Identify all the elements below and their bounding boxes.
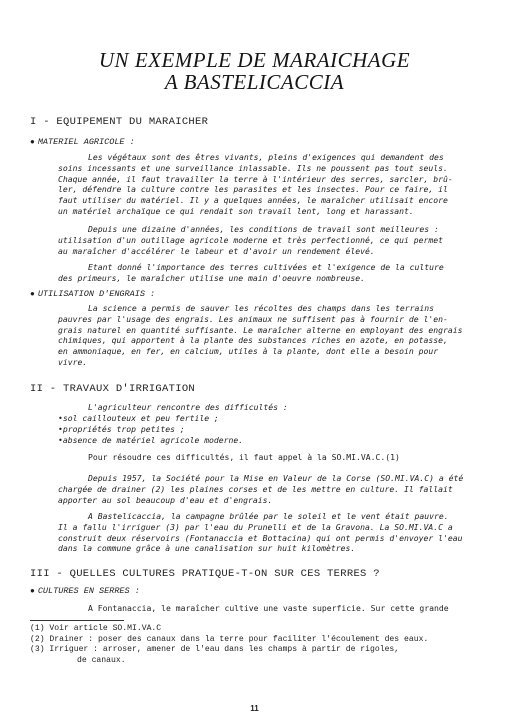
section-1-subheading-materiel	[30, 138, 135, 147]
text-line: La science a permis de sauver les récoltes des champs dans les terrains	[88, 303, 434, 313]
paragraph-materiel-3	[58, 262, 460, 284]
difficulties-list	[58, 413, 243, 445]
text-line: construit deux réservoirs (Fontanaccia et Bottacina) qui ont permis d'envoyer l'eau	[58, 532, 463, 543]
footnote-divider	[30, 620, 124, 621]
paragraph-materiel-1	[58, 152, 460, 217]
text-line: utilisation d'un outillage agricole moderne et très perfectionné, ce qui permet	[58, 234, 443, 245]
text-line: grais naturel en quantité suffisante. Le maraîcher alterne en employant des engrais	[58, 324, 463, 335]
text-line: en ammoniaque, en fer, en calcium, utiles à la plante, dont elle a besoin pour	[58, 346, 439, 357]
subheading-label: MATERIEL AGRICOLE :	[37, 137, 135, 147]
page-number: 11	[250, 704, 259, 713]
paragraph-fontanaccia	[58, 603, 460, 614]
list-item	[58, 424, 243, 435]
text-line: des primeurs, le maraîcher utilise une main d'oeuvre nombreuse.	[58, 272, 365, 283]
text-line: soins incessants et une surveillance inlassable. Ils ne poussent pas tout seuls.	[58, 162, 448, 173]
paragraph-irrigation-intro	[58, 402, 460, 413]
text-line: ler, défendre la culture contre les parasites et les insectes. Pour ce faire, il	[58, 184, 448, 195]
bullet-icon: •	[58, 434, 63, 445]
text-line: Depuis 1957, la Société pour la Mise en Valeur de la Corse (SO.MI.VA.C) a été	[88, 473, 464, 483]
bullet-icon: •	[58, 413, 63, 423]
text-line: un matériel archaïque ce qui rendait son travail lent, long et harassant.	[58, 205, 414, 216]
text-line: A Fontanaccia, le maraîcher cultive une vaste superficie. Sur cette grande	[88, 603, 449, 613]
bullet-icon: ●	[30, 138, 35, 147]
text-line: vivre.	[58, 356, 88, 367]
text-line: pauvres par l'usage des engrais. Les animaux ne suffisent pas à fournir de l'en-	[58, 313, 448, 324]
text-line: Les végétaux sont des êtres vivants, pleins d'exigences qui demandent des	[88, 152, 444, 162]
section-1-subheading-engrais	[30, 290, 155, 299]
text-line: L'agriculteur rencontre des difficultés :	[88, 402, 288, 412]
footnote-3: (3) Irriguer : arroser, amener de l'eau dans les champs à partir de rigoles,	[30, 645, 400, 655]
document-title-line-2: A BASTELICACCIA	[164, 70, 345, 94]
list-item	[58, 435, 243, 446]
list-item-text: propriétés trop petites ;	[62, 423, 185, 434]
section-3-subheading-serres	[30, 587, 140, 596]
footnote-2: (2) Drainer : poser des canaux dans la terre pour faciliter l'écoulement des eaux.	[30, 634, 429, 644]
subheading-label: CULTURES EN SERRES :	[37, 586, 140, 596]
text-line: Pour résoudre ces difficultés, il faut appel à la SO.MI.VA.C.(1)	[88, 452, 400, 462]
subheading-label: UTILISATION D'ENGRAIS :	[37, 289, 156, 299]
text-line: au maraîcher d'accélérer le labeur et d'avoir un rendement élevé.	[58, 245, 375, 256]
footnote-1: (1) Voir article SO.MI.VA.C	[30, 624, 162, 633]
text-line: Il a fallu l'irriguer (3) par l'eau du Prunelli et de la Gravona. La SO.MI.VA.C a	[58, 521, 453, 532]
paragraph-engrais	[58, 303, 463, 368]
list-item-text: absence de matériel agricole moderne.	[62, 434, 244, 445]
bullet-icon: •	[58, 423, 63, 434]
paragraph-1957	[58, 473, 464, 505]
document-title-line-1: UN EXEMPLE DE MARAICHAGE	[98, 48, 411, 72]
paragraph-materiel-2	[58, 224, 460, 256]
section-1-heading: I - EQUIPEMENT DU MARAICHER	[30, 116, 209, 128]
footnotes	[30, 624, 490, 666]
text-line: A Bastelicaccia, la campagne brûlée par le soleil et le vent était pauvre.	[88, 511, 449, 521]
list-item	[58, 413, 243, 424]
bullet-icon: ●	[30, 587, 35, 596]
text-line: faut utiliser du matériel. Il y a quelques années, le maraîcher utilisait encore	[58, 195, 448, 206]
paragraph-somivac	[58, 452, 460, 463]
section-2-heading: II - TRAVAUX D'IRRIGATION	[30, 383, 196, 395]
text-line: Etant donné l'importance des terres cultivées et l'exigence de la culture	[88, 262, 444, 272]
paragraph-bastelicaccia	[58, 511, 463, 554]
text-line: dans la commune grâce à une canalisation sur huit kilomètres.	[58, 543, 356, 554]
text-line: chimiques, qui apportent à la plante des substances riches en azote, en potasse,	[58, 335, 448, 346]
text-line: Depuis une dizaine d'années, les conditions de travail sont meilleures :	[88, 224, 439, 234]
list-item-text: sol caillouteux et peu fertile ;	[62, 413, 219, 423]
text-line: apporter au sol beaucoup d'eau et d'engrais.	[58, 494, 273, 505]
section-3-heading: III - QUELLES CULTURES PRATIQUE-T-ON SUR CES TERRES ?	[30, 568, 380, 580]
text-line: Chaque année, il faut travailler la terre à l'intérieur des serres, sarcler, brû-	[58, 173, 453, 184]
text-line: chargée de drainer (2) les plaines corses et de les mettre en culture. Il fallait	[58, 483, 453, 494]
footnote-3-continuation: de canaux.	[77, 655, 126, 665]
bullet-icon: ●	[30, 290, 35, 299]
